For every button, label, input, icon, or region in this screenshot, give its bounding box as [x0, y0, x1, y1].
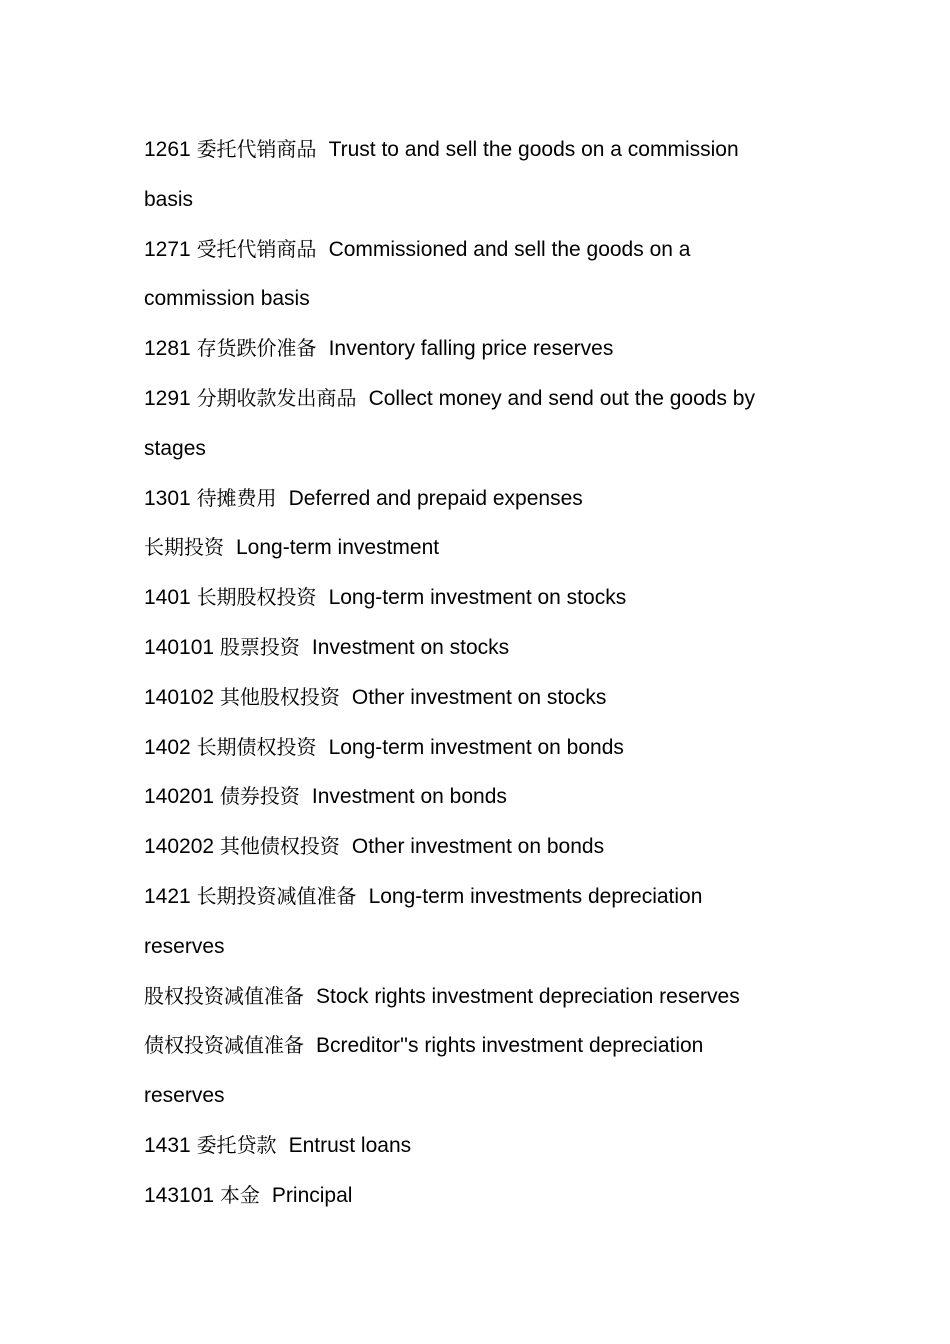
account-code: 140102	[144, 685, 215, 709]
chinese-term: 股权投资减值准备	[144, 983, 304, 1008]
text-line	[144, 225, 814, 275]
account-code: 140202	[144, 835, 215, 859]
chinese-term: 债券投资	[219, 784, 300, 809]
english-term: Collect money and send out the goods by	[368, 386, 755, 410]
text-line	[144, 324, 814, 374]
english-term: Other investment on stocks	[351, 685, 607, 709]
english-term: Long-term investment on bonds	[328, 735, 624, 759]
text-line	[144, 972, 814, 1022]
english-term: Entrust loans	[288, 1133, 412, 1157]
text-line	[144, 573, 814, 623]
text-line	[144, 374, 814, 424]
chinese-term: 长期债权投资	[196, 734, 317, 759]
english-term: Commissioned and sell the goods on a	[328, 237, 691, 261]
text-line	[144, 1121, 814, 1171]
account-code: 1271	[144, 237, 191, 261]
text-line	[144, 424, 814, 474]
chinese-term: 委托代销商品	[196, 137, 317, 161]
english-term: Investment on stocks	[311, 635, 510, 659]
english-term: Long-term investments depreciation	[368, 884, 703, 908]
text-line	[144, 623, 814, 673]
english-term: Investment on bonds	[311, 785, 507, 809]
english-term: Deferred and prepaid expenses	[288, 486, 583, 510]
chinese-term: 长期股权投资	[196, 585, 317, 610]
english-term: Long-term investment	[236, 536, 440, 560]
text-line	[144, 822, 814, 872]
account-list	[144, 125, 814, 1221]
english-term: reserves	[144, 934, 225, 958]
english-term: Trust to and sell the goods on a commission	[328, 138, 739, 161]
text-line	[144, 872, 814, 922]
chinese-term: 受托代销商品	[196, 236, 317, 261]
account-code: 1281	[144, 337, 191, 361]
chinese-term: 委托贷款	[196, 1132, 277, 1157]
account-code: 1301	[144, 486, 191, 510]
text-line	[144, 772, 814, 822]
text-line	[144, 673, 814, 723]
text-line	[144, 723, 814, 773]
english-term: Inventory falling price reserves	[328, 337, 614, 361]
account-code: 140201	[144, 785, 215, 809]
account-code: 143101	[144, 1183, 215, 1207]
chinese-term: 长期投资	[144, 535, 224, 560]
account-code: 1421	[144, 884, 191, 908]
text-line	[144, 125, 814, 175]
chinese-term: 本金	[219, 1182, 260, 1207]
english-term: Principal	[271, 1183, 353, 1207]
english-term: stages	[144, 436, 206, 460]
english-term: Bcreditor''s rights investment depreciation	[316, 1034, 704, 1058]
text-line	[144, 1071, 814, 1121]
chinese-term: 待摊费用	[196, 485, 277, 510]
chinese-term: 其他债权投资	[219, 834, 340, 859]
english-term: commission basis	[144, 287, 310, 311]
account-code: 140101	[144, 635, 215, 659]
text-line	[144, 1021, 814, 1071]
account-code: 1431	[144, 1133, 191, 1157]
text-line	[144, 274, 814, 324]
text-line	[144, 922, 814, 972]
english-term: Other investment on bonds	[351, 835, 605, 859]
english-term: reserves	[144, 1084, 225, 1108]
english-term: basis	[144, 187, 194, 211]
chinese-term: 其他股权投资	[219, 684, 340, 709]
account-code: 1402	[144, 735, 191, 759]
chinese-term: 债权投资减值准备	[144, 1033, 304, 1058]
chinese-term: 存货跌价准备	[196, 336, 317, 361]
english-term: Stock rights investment depreciation reserves	[316, 984, 740, 1008]
text-line	[144, 1171, 814, 1221]
chinese-term: 分期收款发出商品	[196, 385, 357, 410]
text-line	[144, 175, 814, 225]
chinese-term: 长期投资减值准备	[196, 883, 357, 908]
text-line	[144, 523, 814, 573]
text-line	[144, 474, 814, 524]
account-code: 1261	[144, 138, 191, 161]
chinese-term: 股票投资	[219, 634, 300, 659]
account-code: 1291	[144, 386, 191, 410]
account-code: 1401	[144, 586, 191, 610]
english-term: Long-term investment on stocks	[328, 586, 627, 610]
